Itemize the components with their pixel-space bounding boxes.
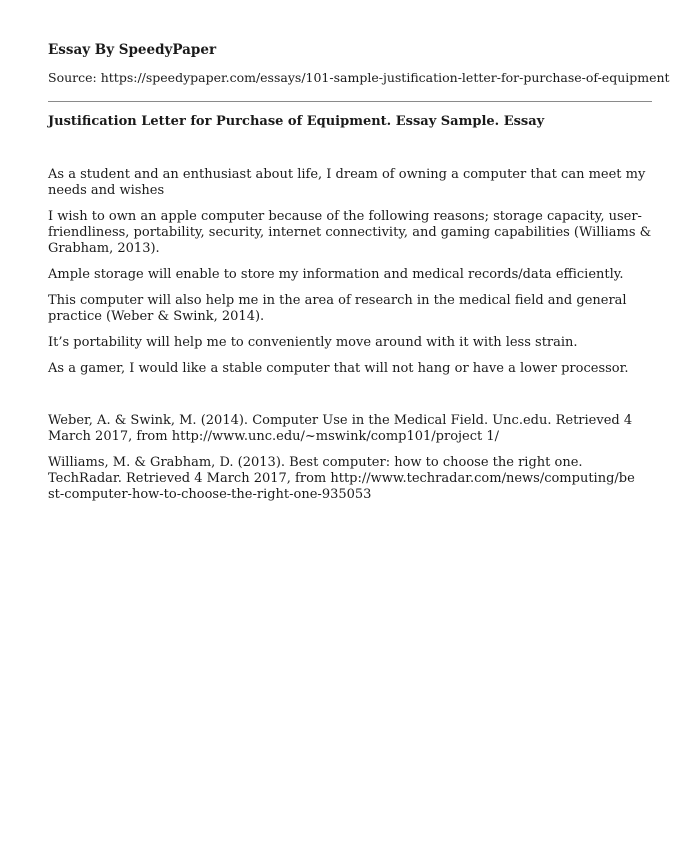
source-label: Source:: [48, 70, 97, 85]
essay-paragraph: I wish to own an apple computer because of the following reasons; storage capacity, user-friendliness, portability, security, internet connectivity, and gaming capabilities (Williams & Grabham, 2013).: [48, 209, 652, 256]
site-title: Essay By SpeedyPaper: [48, 42, 217, 58]
essay-paragraph: As a gamer, I would like a stable computer that will not hang or have a lower processor.: [48, 361, 629, 376]
section-spacer: [48, 387, 652, 413]
essay-paragraph: As a student and an enthusiast about life, I dream of owning a computer that can meet my needs and wishes: [48, 167, 646, 198]
essay-paragraph: This computer will also help me in the area of research in the medical field and general practice (Weber & Swink, 2014).: [48, 293, 627, 324]
essay-paragraph: It’s portability will help me to conveniently move around with it with less strain.: [48, 335, 578, 350]
source-line: [48, 70, 670, 85]
essay-paragraph: Ample storage will enable to store my information and medical records/data efficiently.: [48, 267, 624, 282]
reference-entry: Williams, M. & Grabham, D. (2013). Best computer: how to choose the right one. TechRadar. Retrieved 4 March 2017, from http://www.techradar.com/news/computing/be st-computer-how-to-choose-the-right-one-935053: [48, 455, 635, 502]
reference-entry: Weber, A. & Swink, M. (2014). Computer Use in the Medical Field. Unc.edu. Retrieved 4 March 2017, from http://www.unc.edu/~mswink/comp101/project 1/: [48, 413, 633, 444]
header-divider: [48, 101, 652, 102]
essay-title: Justification Letter for Purchase of Equipment. Essay Sample. Essay: [48, 114, 545, 129]
source-url[interactable]: https://speedypaper.com/essays/101-sample-justification-letter-for-purchase-of-equipment: [100, 70, 670, 85]
